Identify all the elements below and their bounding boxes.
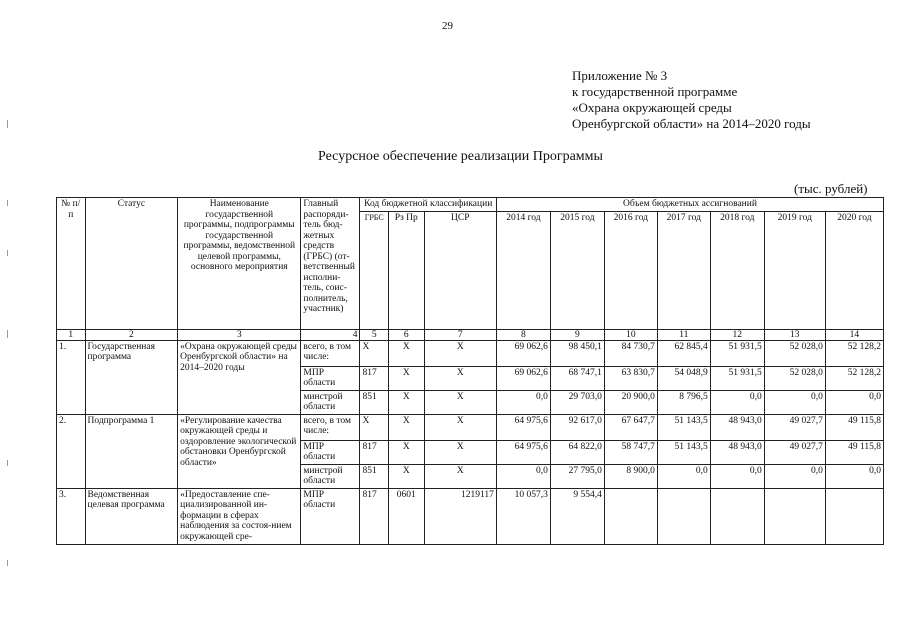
- column-number: 12: [710, 329, 764, 340]
- row-amount: 48 943,0: [710, 440, 764, 464]
- appendix-line: Приложение № 3: [572, 68, 668, 83]
- row-code-grbs: X: [360, 414, 389, 440]
- row-code-csr: X: [424, 440, 496, 464]
- row-name: «Регулирование качества окружающей среды и оздоровление экологической обстановки Оренбургской области»: [178, 414, 301, 488]
- row-amount: 84 730,7: [604, 340, 657, 366]
- row-amount: 49 027,7: [764, 414, 825, 440]
- row-amount: 49 115,8: [825, 440, 883, 464]
- row-grbs: МПР области: [301, 366, 360, 390]
- header-status: Статус: [85, 198, 178, 330]
- row-amount: 29 703,0: [550, 390, 604, 414]
- header-year: 2019 год: [764, 211, 825, 329]
- row-number: 3.: [57, 488, 86, 544]
- row-amount: 0,0: [710, 390, 764, 414]
- row-code-grbs: X: [360, 340, 389, 366]
- row-amount: 64 822,0: [550, 440, 604, 464]
- column-number: 7: [424, 329, 496, 340]
- row-amount: [604, 488, 657, 544]
- row-number: 2.: [57, 414, 86, 488]
- row-amount: 0,0: [825, 390, 883, 414]
- row-code-rzpr: 0601: [388, 488, 424, 544]
- row-amount: 8 900,0: [604, 464, 657, 488]
- units-label: (тыс. рублей): [794, 181, 868, 196]
- row-amount: 0,0: [496, 390, 550, 414]
- row-status: Подпрограмма 1: [85, 414, 178, 488]
- row-grbs: всего, в том числе:: [301, 340, 360, 366]
- row-code-grbs: 817: [360, 366, 389, 390]
- row-code-grbs: 851: [360, 464, 389, 488]
- row-name: «Предоставление спе-циализированной ин-формации в сферах наблюдения за состоя-нием окружающей сре-: [178, 488, 301, 544]
- row-amount: 49 027,7: [764, 440, 825, 464]
- row-grbs: всего, в том числе:: [301, 414, 360, 440]
- table-row: [57, 414, 884, 440]
- row-amount: 63 830,7: [604, 366, 657, 390]
- table-row: [57, 340, 884, 366]
- row-amount: [764, 488, 825, 544]
- header-code-grbs: ГРБС: [360, 211, 389, 329]
- column-number: 9: [550, 329, 604, 340]
- row-code-rzpr: X: [388, 366, 424, 390]
- column-number: 6: [388, 329, 424, 340]
- row-amount: 0,0: [657, 464, 710, 488]
- column-number: 10: [604, 329, 657, 340]
- header-year: 2016 год: [604, 211, 657, 329]
- row-code-csr: X: [424, 340, 496, 366]
- row-amount: 49 115,8: [825, 414, 883, 440]
- row-code-csr: X: [424, 414, 496, 440]
- appendix-line: Оренбургской области» на 2014–2020 годы: [572, 116, 811, 131]
- row-code-grbs: 817: [360, 488, 389, 544]
- row-amount: 69 062,6: [496, 340, 550, 366]
- row-amount: 52 028,0: [764, 366, 825, 390]
- row-code-grbs: 817: [360, 440, 389, 464]
- row-name: «Охрана окружающей среды Оренбургской области» на 2014–2020 годы: [178, 340, 301, 414]
- column-number: 3: [178, 329, 301, 340]
- header-year: 2020 год: [825, 211, 883, 329]
- row-amount: 0,0: [764, 390, 825, 414]
- header-code-csr: ЦСР: [424, 211, 496, 329]
- row-amount: 51 143,5: [657, 414, 710, 440]
- row-amount: 92 617,0: [550, 414, 604, 440]
- row-amount: 98 450,1: [550, 340, 604, 366]
- header-year: 2014 год: [496, 211, 550, 329]
- header-amount-group: Объем бюджетных ассигнований: [496, 198, 883, 212]
- row-amount: 64 975,6: [496, 414, 550, 440]
- row-code-csr: X: [424, 366, 496, 390]
- header-num: № п/п: [57, 198, 86, 330]
- row-amount: 9 554,4: [550, 488, 604, 544]
- row-code-grbs: 851: [360, 390, 389, 414]
- row-amount: 0,0: [825, 464, 883, 488]
- row-grbs: минстрой области: [301, 464, 360, 488]
- row-amount: 0,0: [496, 464, 550, 488]
- row-amount: 51 931,5: [710, 366, 764, 390]
- row-status: Ведомственная целевая программа: [85, 488, 178, 544]
- column-number: 1: [57, 329, 86, 340]
- header-code-group: Код бюджетной классификации: [360, 198, 496, 212]
- row-amount: 52 028,0: [764, 340, 825, 366]
- row-code-rzpr: X: [388, 390, 424, 414]
- appendix-header: [572, 68, 811, 132]
- row-amount: 54 048,9: [657, 366, 710, 390]
- header-code-rzpr: Рз Пр: [388, 211, 424, 329]
- row-amount: 62 845,4: [657, 340, 710, 366]
- row-code-rzpr: X: [388, 340, 424, 366]
- row-amount: 64 975,6: [496, 440, 550, 464]
- appendix-line: к государственной программе: [572, 84, 738, 99]
- row-amount: [825, 488, 883, 544]
- row-grbs: МПР области: [301, 440, 360, 464]
- row-code-csr: X: [424, 464, 496, 488]
- row-amount: 69 062,6: [496, 366, 550, 390]
- row-amount: 52 128,2: [825, 340, 883, 366]
- header-row: [57, 198, 884, 212]
- row-amount: [710, 488, 764, 544]
- row-amount: [657, 488, 710, 544]
- row-amount: 48 943,0: [710, 414, 764, 440]
- row-amount: 20 900,0: [604, 390, 657, 414]
- row-amount: 58 747,7: [604, 440, 657, 464]
- header-year: 2017 год: [657, 211, 710, 329]
- row-amount: 68 747,1: [550, 366, 604, 390]
- table-row: [57, 488, 884, 544]
- header-year: 2018 год: [710, 211, 764, 329]
- row-amount: 51 931,5: [710, 340, 764, 366]
- row-status: Государственная программа: [85, 340, 178, 414]
- row-amount: 27 795,0: [550, 464, 604, 488]
- row-amount: 0,0: [764, 464, 825, 488]
- header-name: Наименование государственной программы, подпрограммы государственной программы, ведомственной целевой программы, основного мероприятия: [178, 198, 301, 330]
- column-number: 4: [301, 329, 360, 340]
- row-amount: 51 143,5: [657, 440, 710, 464]
- header-year: 2015 год: [550, 211, 604, 329]
- column-number: 13: [764, 329, 825, 340]
- row-amount: 52 128,2: [825, 366, 883, 390]
- document-title: Ресурсное обеспечение реализации Программы: [318, 149, 603, 164]
- resource-table: [56, 197, 884, 545]
- column-number-row: [57, 329, 884, 340]
- row-amount: 67 647,7: [604, 414, 657, 440]
- row-amount: 8 796,5: [657, 390, 710, 414]
- row-code-rzpr: X: [388, 414, 424, 440]
- row-code-rzpr: X: [388, 464, 424, 488]
- column-number: 11: [657, 329, 710, 340]
- row-code-csr: 1219117: [424, 488, 496, 544]
- column-number: 2: [85, 329, 178, 340]
- page-number: 29: [442, 20, 453, 32]
- column-number: 14: [825, 329, 883, 340]
- appendix-line: «Охрана окружающей среды: [572, 100, 732, 115]
- row-grbs: минстрой области: [301, 390, 360, 414]
- header-grbs: Главный распоряди-тель бюд-жетных средств (ГРБС) (от-ветственный исполни-тель, соис-полнитель, участник): [301, 198, 360, 330]
- row-amount: 0,0: [710, 464, 764, 488]
- row-grbs: МПР области: [301, 488, 360, 544]
- row-number: 1.: [57, 340, 86, 414]
- row-code-csr: X: [424, 390, 496, 414]
- column-number: 8: [496, 329, 550, 340]
- row-amount: 10 057,3: [496, 488, 550, 544]
- column-number: 5: [360, 329, 389, 340]
- row-code-rzpr: X: [388, 440, 424, 464]
